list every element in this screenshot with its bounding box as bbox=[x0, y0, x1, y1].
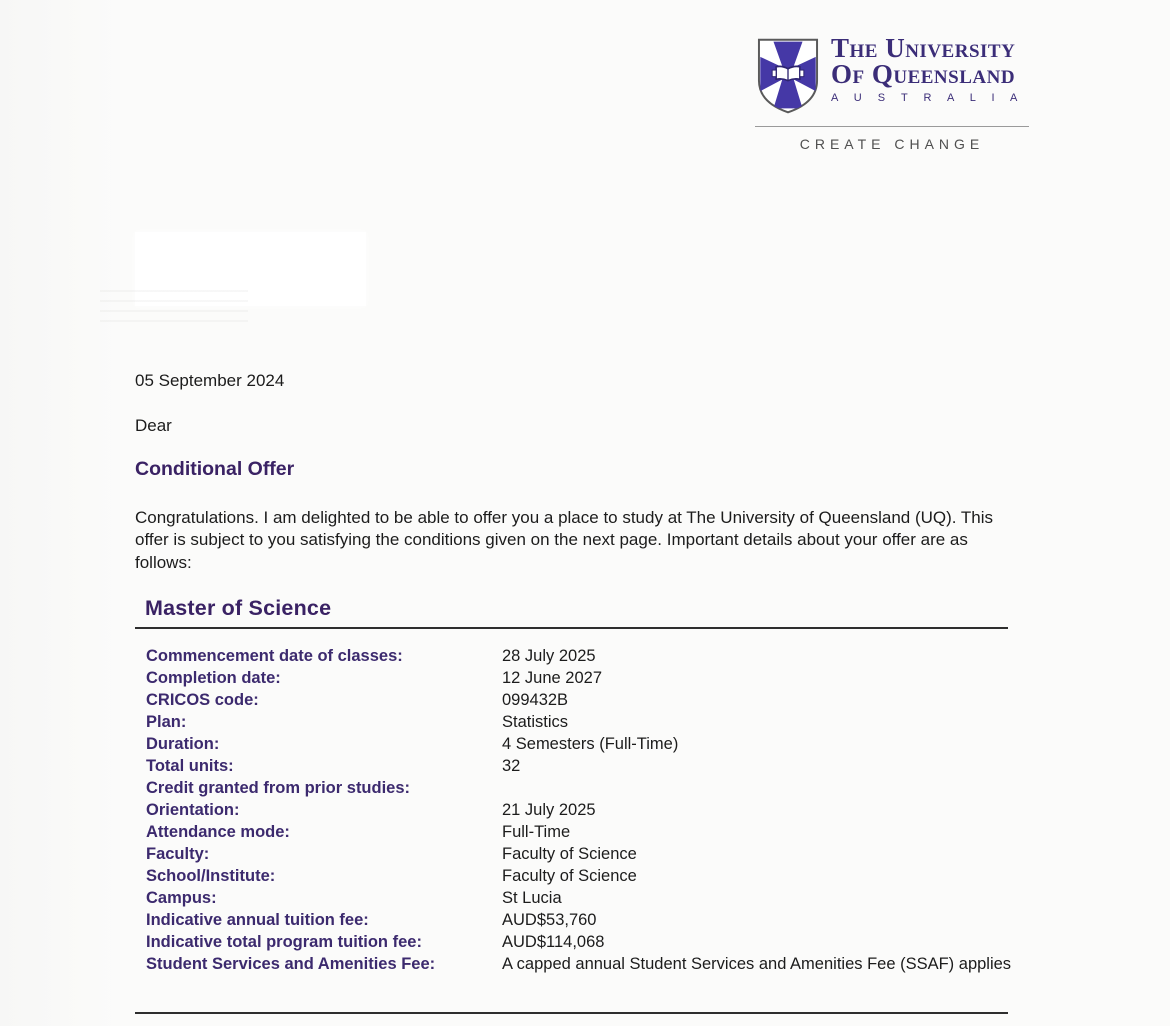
university-name-line1: The University bbox=[831, 33, 1016, 63]
detail-row-annual-fee bbox=[146, 909, 1030, 931]
detail-label: Plan: bbox=[146, 713, 187, 731]
detail-row-school bbox=[146, 865, 1030, 887]
university-tagline: CREATE CHANGE bbox=[799, 136, 985, 152]
detail-label: Completion date: bbox=[146, 669, 281, 687]
detail-row-cricos bbox=[146, 689, 1030, 711]
detail-row-credit bbox=[146, 777, 1030, 799]
redaction-smudge bbox=[100, 290, 248, 324]
detail-value: Faculty of Science bbox=[502, 845, 637, 863]
detail-value: 4 Semesters (Full-Time) bbox=[502, 735, 679, 753]
detail-label: Credit granted from prior studies: bbox=[146, 779, 411, 797]
detail-label: Student Services and Amenities Fee: bbox=[146, 955, 436, 973]
detail-value: 21 July 2025 bbox=[502, 801, 596, 819]
detail-row-plan bbox=[146, 711, 1030, 733]
university-name bbox=[831, 33, 1024, 104]
detail-label: Faculty: bbox=[146, 845, 210, 863]
detail-value: Statistics bbox=[502, 713, 569, 731]
detail-label: Campus: bbox=[146, 889, 217, 907]
program-title: Master of Science bbox=[145, 596, 332, 620]
detail-label: Indicative total program tuition fee: bbox=[146, 933, 422, 951]
detail-value: AUD$53,760 bbox=[502, 911, 597, 929]
detail-label: Total units: bbox=[146, 757, 234, 775]
intro-paragraph: Congratulations. I am delighted to be able to offer you a place to study at The University of Queensland (UQ). This offer is subject to you satisfying the conditions given on the next page. Important details about your offer are as follows: bbox=[135, 508, 994, 572]
university-name-line2: Of Queensland bbox=[831, 59, 1016, 89]
detail-row-completion bbox=[146, 667, 1030, 689]
detail-row-orientation bbox=[146, 799, 1030, 821]
detail-label: Attendance mode: bbox=[146, 823, 290, 841]
detail-value: 32 bbox=[502, 757, 521, 775]
detail-row-total-units bbox=[146, 755, 1030, 777]
letter-date: 05 September 2024 bbox=[135, 371, 285, 390]
detail-value: St Lucia bbox=[502, 889, 562, 907]
program-rule-top bbox=[135, 627, 1008, 629]
uq-crest-shield-icon bbox=[755, 35, 821, 117]
detail-label: School/Institute: bbox=[146, 867, 276, 885]
detail-value: 12 June 2027 bbox=[502, 669, 603, 687]
detail-label: Commencement date of classes: bbox=[146, 647, 403, 665]
detail-value: Faculty of Science bbox=[502, 867, 637, 885]
detail-row-commencement bbox=[146, 645, 1030, 667]
letterhead-divider bbox=[755, 126, 1029, 127]
salutation: Dear bbox=[135, 416, 172, 435]
letterhead-top bbox=[755, 33, 1029, 117]
program-details-table bbox=[146, 645, 1030, 975]
university-country: A U S T R A L I A bbox=[831, 92, 1024, 104]
detail-row-total-fee bbox=[146, 931, 1030, 953]
detail-row-attendance bbox=[146, 821, 1030, 843]
detail-row-ssaf bbox=[146, 953, 1030, 975]
detail-row-campus bbox=[146, 887, 1030, 909]
offer-heading: Conditional Offer bbox=[135, 458, 295, 480]
detail-label: CRICOS code: bbox=[146, 691, 259, 709]
detail-label: Duration: bbox=[146, 735, 220, 753]
detail-row-faculty bbox=[146, 843, 1030, 865]
detail-label: Orientation: bbox=[146, 801, 240, 819]
detail-value: 099432B bbox=[502, 691, 569, 709]
detail-label: Indicative annual tuition fee: bbox=[146, 911, 369, 929]
detail-value: Full-Time bbox=[502, 823, 571, 841]
letterhead bbox=[755, 33, 1029, 152]
detail-value: A capped annual Student Services and Amenities Fee (SSAF) applies bbox=[502, 955, 1012, 973]
program-rule-bottom bbox=[135, 1012, 1008, 1014]
detail-row-duration bbox=[146, 733, 1030, 755]
detail-value: 28 July 2025 bbox=[502, 647, 596, 665]
detail-value: AUD$114,068 bbox=[502, 933, 605, 951]
